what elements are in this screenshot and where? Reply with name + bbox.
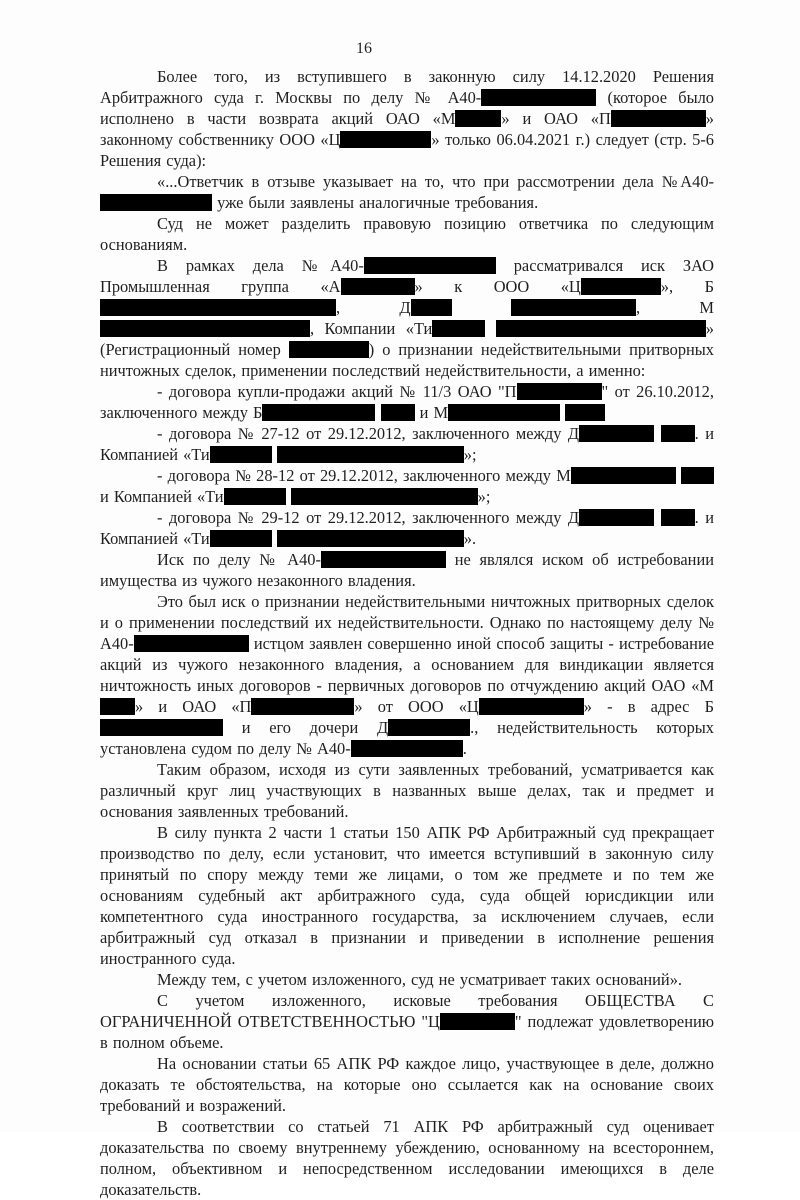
text-run: и М [414, 403, 449, 422]
redaction-box [517, 383, 602, 400]
redaction-box [100, 299, 336, 316]
text-run: », Б [660, 277, 714, 296]
text-run: Таким образом, исходя из сути заявленных требований, усматривается как различный круг лиц участвующих в названных выше делах, так и предмет и основания заявленных требований. [100, 760, 714, 821]
redaction-box [100, 320, 310, 337]
text-run: (которое было исполнено в части возврата акций ОАО «М [100, 88, 715, 128]
text-run: - договора № 27-12 от 29.12.2012, заключенного между Д [157, 424, 580, 443]
text-run: » - в адрес Б [583, 697, 714, 716]
text-run: рассматривался иск ЗАО Промышленная группа «А [100, 256, 714, 296]
text-run: Суд не может разделить правовую позицию ответчика по следующим основаниям. [100, 214, 714, 254]
text-run: В рамках дела №А40- [157, 256, 364, 275]
text-run: » только 06.04.2021 г.) следует (стр. 5-6 Решения суда): [100, 130, 715, 170]
text-run: «...Ответчик в отзыве указывает на то, что при рассмотрении дела №А40- [157, 172, 714, 191]
text-run: На основании статьи 65 АПК РФ каждое лицо, участвующее в деле, должно доказать те обстоятельства, на которые оно ссылается как на основание своих требований и возражений. [100, 1054, 714, 1115]
redaction-box [496, 320, 706, 337]
text-run: - договора купли-продажи акций № 11/3 ОАО "П [157, 382, 517, 401]
redaction-box [661, 509, 695, 526]
text-run: » и ОАО «П [135, 697, 252, 716]
text-run: В соответствии со статьей 71 АПК РФ арбитражный суд оценивает доказательства по своему внутреннему убеждению, основанному на всестороннем, полном, объективном и непосредственном исследовании имеющихся в деле доказательств. [100, 1117, 714, 1199]
redaction-box [224, 488, 286, 505]
redaction-box [611, 110, 706, 127]
paragraph [100, 507, 714, 549]
text-run: » законному собственнику ООО «Ц [100, 109, 714, 149]
text-run: , М [635, 298, 714, 317]
paragraph [100, 171, 714, 213]
redaction-box [340, 131, 431, 148]
paragraph [100, 423, 714, 465]
text-run: »; [477, 487, 491, 506]
document-body [100, 66, 714, 1200]
paragraph [100, 381, 714, 423]
text-run: , Компании «Ти [310, 319, 433, 338]
redaction-box [579, 509, 654, 526]
text-run: ., недействительность которых установлена судом по делу № А40- [100, 718, 714, 758]
text-run: Это был иск о признании недействительными ничтожных притворных сделок и о применении последствий их недействительности. Однако по настоящему делу № А40- [100, 592, 714, 653]
text-run: уже были заявлены аналогичные требования. [212, 193, 539, 212]
redaction-box [455, 110, 501, 127]
text-run: С учетом изложенного, исковые требования ОБЩЕСТВА С ОГРАНИЧЕННОЙ ОТВЕТСТВЕННОСТЬЮ "Ц [100, 991, 714, 1031]
redaction-box [321, 551, 446, 568]
redaction-box [681, 467, 714, 484]
text-run: . [462, 739, 467, 758]
redaction-box [411, 299, 452, 316]
text-run: » к ООО «Ц [414, 277, 581, 296]
redaction-box [511, 299, 636, 316]
redaction-box [364, 257, 496, 274]
redaction-box [581, 278, 661, 295]
text-run: Между тем, с учетом изложенного, суд не усматривает таких оснований». [157, 970, 682, 989]
text-run: " от 26.10.2012, заключенного между Б [100, 382, 714, 422]
text-run: истцом заявлен совершенно иной способ защиты - истребование акций из чужого незаконного владения, а основанием для виндикации является ничтожность иных договоров - первичных договоров по отчуждению акций ОАО «М [100, 634, 714, 695]
text-run: » и ОАО «П [501, 109, 611, 128]
redaction-box [579, 425, 654, 442]
paragraph [100, 591, 714, 759]
redaction-box [210, 530, 272, 547]
redaction-box [291, 488, 478, 505]
redaction-box [289, 341, 369, 358]
text-run: . и Компанией «Ти [100, 424, 715, 464]
redaction-box [388, 719, 470, 736]
redaction-box [571, 467, 676, 484]
text-run: » от ООО «Ц [354, 697, 479, 716]
text-run: Иск по делу № А40- [157, 550, 321, 569]
text-run: . и Компанией «Ти [100, 508, 715, 548]
text-run [485, 319, 495, 338]
paragraph [100, 759, 714, 822]
redaction-box [134, 635, 249, 652]
redaction-box [100, 194, 212, 211]
redaction-box [262, 404, 375, 421]
paragraph [100, 822, 714, 969]
paragraph [100, 1053, 714, 1116]
text-run: » (Регистрационный номер [100, 319, 714, 359]
page-number: 16 [356, 40, 372, 57]
paragraph [100, 969, 714, 990]
text-run: Более того, из вступившего в законную силу 14.12.2020 Решения Арбитражного суда г. Москвы по делу № А40- [100, 67, 714, 107]
paragraph [100, 213, 714, 255]
text-run: и его дочери Д [223, 718, 389, 737]
redaction-box [661, 425, 695, 442]
text-run: не являлся иском об истребовании имущества из чужого незаконного владения. [100, 550, 714, 590]
redaction-box [277, 530, 464, 547]
redaction-box [351, 740, 463, 757]
text-run: В силу пункта 2 части 1 статьи 150 АПК РФ Арбитражный суд прекращает производство по делу, если установит, что имеется вступивший в законную силу принятый по спору между теми же лицами, о том же предмете и по тем же основаниям судебный акт арбитражного суда, суда общей юрисдикции или компетентного суда иностранного государства, за исключением случаев, если арбитражный суд отказал в признании и приведении в исполнение решения иностранного суда. [100, 823, 714, 968]
text-run: - договора № 28-12 от 29.12.2012, заключенного между М [157, 466, 571, 485]
paragraph [100, 990, 714, 1053]
redaction-box [210, 446, 272, 463]
redaction-box [100, 698, 135, 715]
paragraph [100, 66, 714, 171]
text-run: »; [463, 445, 477, 464]
text-run: - договора № 29-12 от 29.12.2012, заключенного между Д [157, 508, 580, 527]
paragraph [100, 465, 714, 507]
redaction-box [448, 404, 560, 421]
paragraph [100, 255, 714, 381]
redaction-box [100, 719, 223, 736]
redaction-box [341, 278, 415, 295]
redaction-box [440, 1013, 515, 1030]
redaction-box [251, 698, 354, 715]
text-run: ) о признании недействительными притворных ничтожных сделок, применении последствий недействительности, а именно: [100, 340, 714, 380]
text-run [452, 298, 511, 317]
text-run: " подлежат удовлетворению в полном объеме. [100, 1012, 714, 1052]
redaction-box [565, 404, 605, 421]
redaction-box [479, 698, 584, 715]
redaction-box [381, 404, 415, 421]
redaction-box [481, 89, 596, 106]
redaction-box [277, 446, 464, 463]
redaction-box [432, 320, 485, 337]
text-run: и Компанией «Ти [100, 487, 224, 506]
paragraph [100, 1116, 714, 1200]
paragraph [100, 549, 714, 591]
text-run: , Д [336, 298, 411, 317]
text-run: ». [463, 529, 477, 548]
